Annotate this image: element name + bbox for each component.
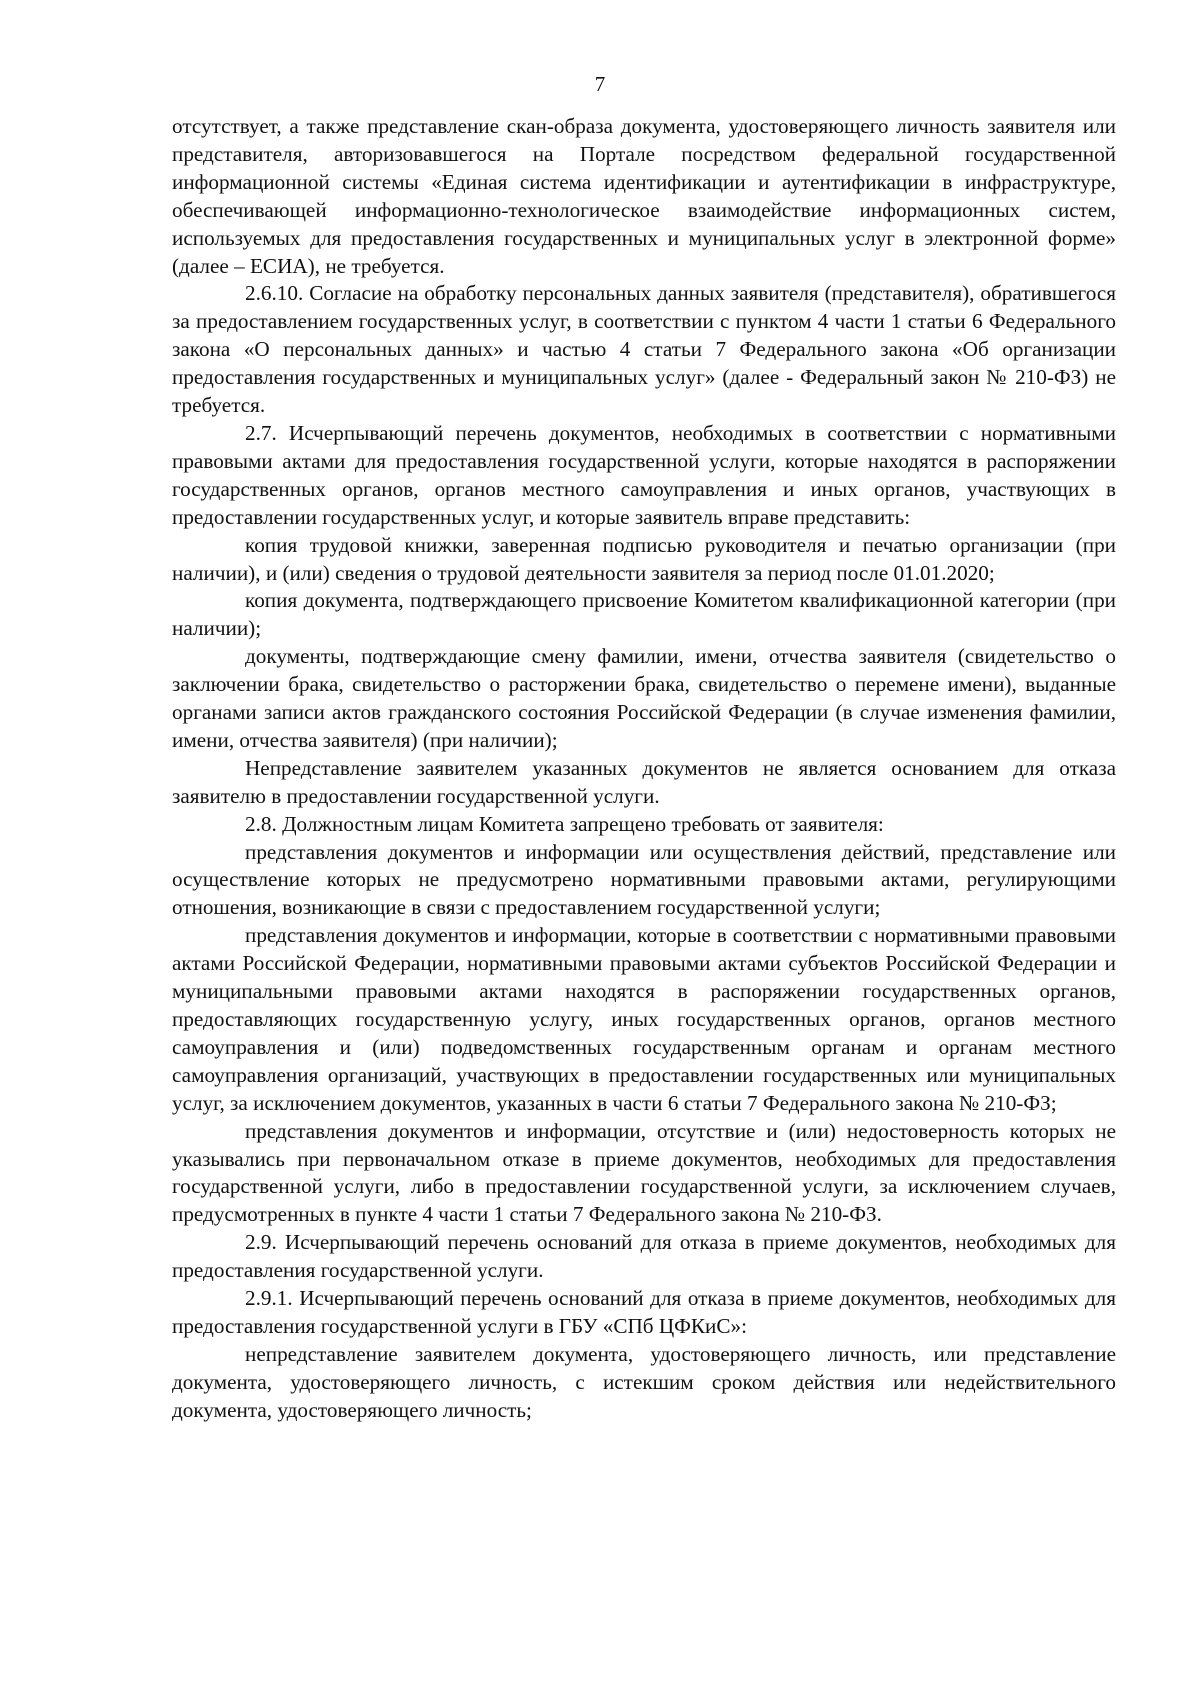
paragraph: 2.7. Исчерпывающий перечень документов, необходимых в соответствии с нормативными правовыми актами для предоставления государственной услуги, которые находятся в распоряжении государственных органов, органов местного самоуправления и иных органов, участвующих в предоставлении государственных услуг, и которые заявитель вправе представить: xyxy=(172,420,1116,529)
document-body xyxy=(172,113,1116,1425)
paragraph: 2.9. Исчерпывающий перечень оснований для отказа в приеме документов, необходимых для предоставления государственной услуги. xyxy=(172,1230,1116,1283)
page-number: 7 xyxy=(594,72,606,96)
paragraph: представления документов и информации, отсутствие и (или) недостоверность которых не указывались при первоначальном отказе в приеме документов, необходимых для предоставления государственной услуги, либо в предоставлении государственной услуги, за исключением случаев, предусмотренных в пункте 4 части 1 статьи 7 Федерального закона № 210-ФЗ. xyxy=(172,1118,1116,1227)
paragraph: 2.8. Должностным лицам Комитета запрещено требовать от заявителя: xyxy=(245,811,884,836)
paragraph: Непредставление заявителем указанных документов не является основанием для отказа заявителю в предоставлении государственной услуги. xyxy=(172,755,1116,808)
paragraph: документы, подтверждающие смену фамилии, имени, отчества заявителя (свидетельство о заключении брака, свидетельство о расторжении брака, свидетельство о перемене имени), выданные органами записи актов гражданского состояния Российской Федерации (в случае изменения фамилии, имени, отчества заявителя) (при наличии); xyxy=(172,644,1116,752)
paragraph: копия трудовой книжки, заверенная подписью руководителя и печатью организации (при наличии), и (или) сведения о трудовой деятельности заявителя за период после 01.01.2020; xyxy=(172,532,1116,585)
paragraph: непредставление заявителем документа, удостоверяющего личность, или представление документа, удостоверяющего личность, с истекшим сроком действия или недействительного документа, удостоверяющего личность; xyxy=(172,1341,1116,1422)
paragraph: представления документов и информации или осуществления действий, представление или осуществление которых не предусмотрено нормативными правовыми актами, регулирующими отношения, возникающие в связи с предоставлением государственной услуги; xyxy=(172,839,1116,920)
paragraph: отсутствует, а также представление скан-образа документа, удостоверяющего личность заявителя или представителя, авторизовавшегося на Портале посредством федеральной государственной информационной системы «Единая система идентификации и аутентификации в инфраструктуре, обеспечивающей информационно-технологическое взаимодействие информационных систем, используемых для предоставления государственных и муниципальных услуг в электронной форме» (далее – ЕСИА), не требуется. xyxy=(172,114,1116,278)
paragraph: 2.6.10. Согласие на обработку персональных данных заявителя (представителя), обратившегося за предоставлением государственных услуг, в соответствии с пунктом 4 части 1 статьи 6 Федерального закона «О персональных данных» и частью 4 статьи 7 Федерального закона «Об организации предоставления государственных и муниципальных услуг» (далее - Федеральный закон № 210-ФЗ) не требуется. xyxy=(172,281,1116,418)
paragraph: представления документов и информации, которые в соответствии с нормативными правовыми актами Российской Федерации, нормативными правовыми актами субъектов Российской Федерации и муниципальными правовыми актами находятся в распоряжении государственных органов, предоставляющих государственную услугу, иных государственных органов, органов местного самоуправления и (или) подведомственных государственным органам и органам местного самоуправления организаций, участвующих в предоставлении государственных или муниципальных услуг, за исключением документов, указанных в части 6 статьи 7 Федерального закона № 210-ФЗ; xyxy=(172,923,1116,1115)
paragraph: 2.9.1. Исчерпывающий перечень оснований для отказа в приеме документов, необходимых для предоставления государственной услуги в ГБУ «СПб ЦФКиС»: xyxy=(172,1286,1116,1338)
paragraph: копия документа, подтверждающего присвоение Комитетом квалификационной категории (при наличии); xyxy=(172,588,1116,641)
